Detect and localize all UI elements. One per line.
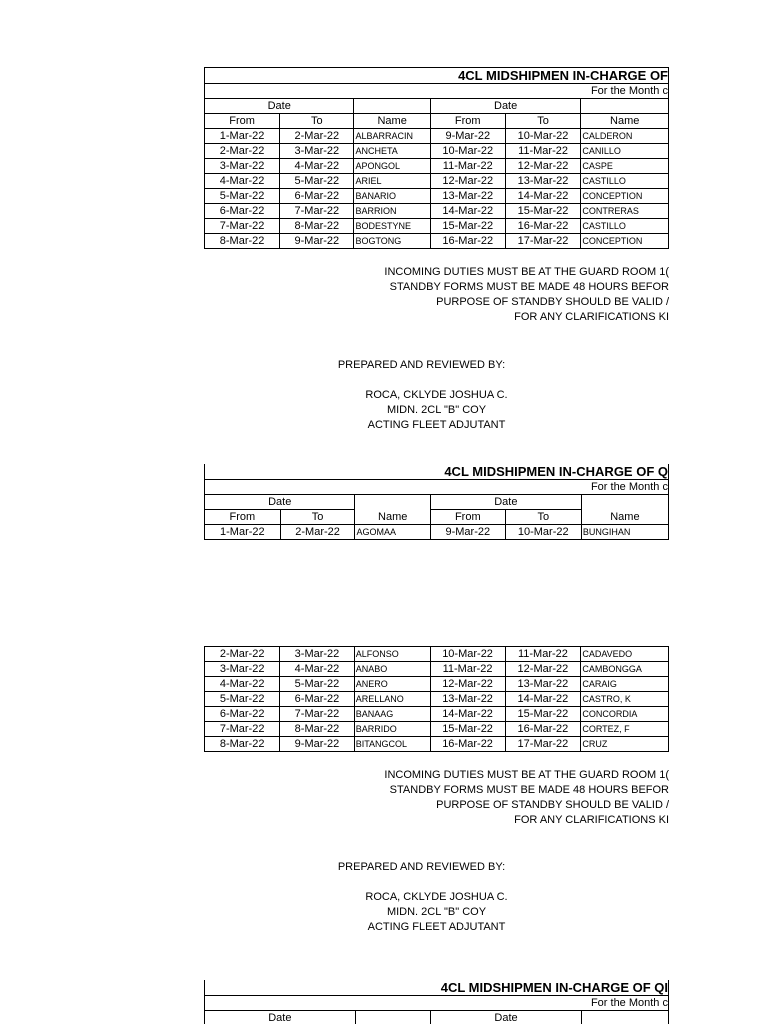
table-body [205, 647, 669, 752]
midshipman-name-cell: BITANGCOL [354, 737, 430, 752]
to-date-cell: 7-Mar-22 [280, 707, 354, 722]
table-row [205, 707, 669, 722]
midshipman-name-cell: CONCEPTION [581, 234, 669, 249]
to-date-cell: 15-Mar-22 [505, 707, 581, 722]
from-date-cell: 7-Mar-22 [205, 722, 280, 737]
to-date-cell: 5-Mar-22 [280, 174, 354, 189]
note-standby-forms: STANDBY FORMS MUST BE MADE 48 HOURS BEFOR [389, 281, 669, 293]
to-header: To [280, 510, 355, 525]
to-date-cell: 14-Mar-22 [505, 189, 581, 204]
from-date-cell: 11-Mar-22 [430, 662, 505, 677]
midshipman-name-cell: CARAIG [581, 677, 669, 692]
table-row [205, 129, 669, 144]
midshipman-name-cell: BANARIO [354, 189, 430, 204]
note-standby-forms: STANDBY FORMS MUST BE MADE 48 HOURS BEFOR [389, 784, 669, 796]
table-row [205, 737, 669, 752]
from-date-cell: 5-Mar-22 [205, 692, 280, 707]
to-date-cell: 7-Mar-22 [280, 204, 354, 219]
date-header: Date [430, 99, 581, 114]
from-date-cell: 12-Mar-22 [430, 174, 505, 189]
midshipman-name-cell: CASPE [581, 159, 669, 174]
table-row [205, 234, 669, 249]
from-date-cell: 4-Mar-22 [205, 174, 280, 189]
duty-table-2 [204, 464, 669, 540]
from-date-cell: 7-Mar-22 [205, 219, 280, 234]
midshipman-name-cell: ANABO [354, 662, 430, 677]
to-date-cell: 2-Mar-22 [280, 525, 355, 540]
from-date-cell: 4-Mar-22 [205, 677, 280, 692]
date-header: Date [205, 99, 354, 114]
table-title: 4CL MIDSHIPMEN IN-CHARGE OF [205, 68, 669, 84]
note-standby-purpose: PURPOSE OF STANDBY SHOULD BE VALID / [436, 296, 669, 308]
table-body [205, 129, 669, 249]
from-date-cell: 16-Mar-22 [430, 737, 505, 752]
table-row [205, 189, 669, 204]
midshipman-name-cell: CORTEZ, F [581, 722, 669, 737]
prepared-by-label: PREPARED AND REVIEWED BY: [337, 359, 506, 371]
from-date-cell: 6-Mar-22 [205, 707, 280, 722]
note-clarifications: FOR ANY CLARIFICATIONS KI [514, 814, 669, 826]
from-date-cell: 8-Mar-22 [205, 737, 280, 752]
duty-table-2-continued [204, 646, 669, 752]
midshipman-name-cell: CASTILLO [581, 219, 669, 234]
to-date-cell: 6-Mar-22 [280, 189, 354, 204]
from-date-cell: 11-Mar-22 [430, 159, 505, 174]
table-row [205, 677, 669, 692]
to-date-cell: 16-Mar-22 [505, 219, 581, 234]
midshipman-name-cell: BODESTYNE [354, 219, 430, 234]
table-row [205, 692, 669, 707]
to-date-cell: 12-Mar-22 [505, 159, 581, 174]
to-date-cell: 5-Mar-22 [280, 677, 354, 692]
signatory-position: ACTING FLEET ADJUTANT [367, 921, 506, 933]
from-date-cell: 10-Mar-22 [430, 144, 505, 159]
month-label: For the Month c [205, 480, 669, 495]
to-date-cell: 6-Mar-22 [280, 692, 354, 707]
midshipman-name-cell: ANCHETA [354, 144, 430, 159]
blank-header [581, 1011, 668, 1024]
from-date-cell: 5-Mar-22 [205, 189, 280, 204]
midshipman-name-cell: ARELLANO [354, 692, 430, 707]
from-date-cell: 1-Mar-22 [205, 129, 280, 144]
from-date-cell: 3-Mar-22 [205, 662, 280, 677]
to-date-cell: 3-Mar-22 [280, 144, 354, 159]
duty-table-3 [204, 980, 669, 1024]
midshipman-name-cell: CONTRERAS [581, 204, 669, 219]
to-header: To [505, 114, 581, 129]
from-header: From [205, 510, 281, 525]
from-date-cell: 3-Mar-22 [205, 159, 280, 174]
table-row [205, 525, 669, 540]
midshipman-name-cell: BARRION [354, 204, 430, 219]
signatory-name: ROCA, CKLYDE JOSHUA C. [365, 891, 508, 903]
midshipman-name-cell: CALDERON [581, 129, 669, 144]
from-header: From [430, 510, 505, 525]
table-row [205, 144, 669, 159]
from-date-cell: 10-Mar-22 [430, 647, 505, 662]
midshipman-name-cell: AGOMAA [355, 525, 430, 540]
table-row [205, 219, 669, 234]
to-date-cell: 11-Mar-22 [505, 647, 581, 662]
to-date-cell: 4-Mar-22 [280, 159, 354, 174]
table-body [205, 525, 669, 540]
to-date-cell: 9-Mar-22 [280, 737, 354, 752]
from-date-cell: 2-Mar-22 [205, 144, 280, 159]
from-date-cell: 12-Mar-22 [430, 677, 505, 692]
from-date-cell: 15-Mar-22 [430, 722, 505, 737]
from-date-cell: 6-Mar-22 [205, 204, 280, 219]
from-header: From [205, 114, 280, 129]
to-header: To [505, 510, 581, 525]
date-header: Date [205, 1011, 356, 1024]
table-title: 4CL MIDSHIPMEN IN-CHARGE OF Q [205, 464, 669, 480]
from-date-cell: 1-Mar-22 [205, 525, 281, 540]
midshipman-name-cell: BANAAG [354, 707, 430, 722]
table-row [205, 159, 669, 174]
signatory-rank: MIDN. 2CL "B" COY [386, 906, 487, 918]
duty-table-1 [204, 67, 669, 249]
midshipman-name-cell: CADAVEDO [581, 647, 669, 662]
date-header: Date [205, 495, 355, 510]
month-label: For the Month c [205, 996, 669, 1011]
from-date-cell: 13-Mar-22 [430, 189, 505, 204]
midshipman-name-cell: CASTRO, K [581, 692, 669, 707]
to-date-cell: 10-Mar-22 [505, 129, 581, 144]
midshipman-name-cell: CAMBONGGA [581, 662, 669, 677]
to-date-cell: 8-Mar-22 [280, 219, 354, 234]
to-date-cell: 9-Mar-22 [280, 234, 354, 249]
name-header: Name [581, 114, 669, 129]
midshipman-name-cell: ALBARRACIN [354, 129, 430, 144]
prepared-by-label: PREPARED AND REVIEWED BY: [337, 861, 506, 873]
blank-header [354, 99, 430, 114]
name-header: Name [354, 114, 430, 129]
midshipman-name-cell: ANERO [354, 677, 430, 692]
midshipman-name-cell: BOGTONG [354, 234, 430, 249]
midshipman-name-cell: ARIEL [354, 174, 430, 189]
note-standby-purpose: PURPOSE OF STANDBY SHOULD BE VALID / [436, 799, 669, 811]
midshipman-name-cell: CANILLO [581, 144, 669, 159]
midshipman-name-cell: CASTILLO [581, 174, 669, 189]
date-header: Date [430, 495, 581, 510]
to-date-cell: 15-Mar-22 [505, 204, 581, 219]
from-date-cell: 15-Mar-22 [430, 219, 505, 234]
signatory-rank: MIDN. 2CL "B" COY [386, 404, 487, 416]
table-row [205, 647, 669, 662]
blank-header [355, 1011, 430, 1024]
to-date-cell: 13-Mar-22 [505, 174, 581, 189]
to-date-cell: 11-Mar-22 [505, 144, 581, 159]
from-date-cell: 9-Mar-22 [430, 129, 505, 144]
to-header: To [280, 114, 354, 129]
table-title: 4CL MIDSHIPMEN IN-CHARGE OF QI [205, 980, 669, 996]
to-date-cell: 3-Mar-22 [280, 647, 354, 662]
from-date-cell: 13-Mar-22 [430, 692, 505, 707]
to-date-cell: 14-Mar-22 [505, 692, 581, 707]
to-date-cell: 10-Mar-22 [505, 525, 581, 540]
signatory-position: ACTING FLEET ADJUTANT [367, 419, 506, 431]
table-row [205, 662, 669, 677]
from-date-cell: 14-Mar-22 [430, 204, 505, 219]
from-date-cell: 9-Mar-22 [430, 525, 505, 540]
table-row [205, 204, 669, 219]
from-date-cell: 2-Mar-22 [205, 647, 280, 662]
midshipman-name-cell: APONGOL [354, 159, 430, 174]
month-label: For the Month c [205, 84, 669, 99]
note-guard-room: INCOMING DUTIES MUST BE AT THE GUARD ROOM 1( [384, 266, 669, 278]
midshipman-name-cell: CONCORDIA [581, 707, 669, 722]
from-date-cell: 14-Mar-22 [430, 707, 505, 722]
name-header: Name [581, 495, 668, 525]
from-date-cell: 8-Mar-22 [205, 234, 280, 249]
date-header: Date [431, 1011, 582, 1024]
to-date-cell: 12-Mar-22 [505, 662, 581, 677]
name-header: Name [355, 495, 430, 525]
from-date-cell: 16-Mar-22 [430, 234, 505, 249]
midshipman-name-cell: BUNGIHAN [581, 525, 668, 540]
midshipman-name-cell: CRUZ [581, 737, 669, 752]
midshipman-name-cell: CONCEPTION [581, 189, 669, 204]
to-date-cell: 2-Mar-22 [280, 129, 354, 144]
midshipman-name-cell: ALFONSO [354, 647, 430, 662]
from-header: From [430, 114, 505, 129]
note-guard-room: INCOMING DUTIES MUST BE AT THE GUARD ROOM 1( [384, 769, 669, 781]
table-row [205, 174, 669, 189]
to-date-cell: 17-Mar-22 [505, 737, 581, 752]
to-date-cell: 4-Mar-22 [280, 662, 354, 677]
to-date-cell: 17-Mar-22 [505, 234, 581, 249]
blank-header [581, 99, 669, 114]
table-row [205, 722, 669, 737]
to-date-cell: 8-Mar-22 [280, 722, 354, 737]
note-clarifications: FOR ANY CLARIFICATIONS KI [514, 311, 669, 323]
to-date-cell: 16-Mar-22 [505, 722, 581, 737]
midshipman-name-cell: BARRIDO [354, 722, 430, 737]
to-date-cell: 13-Mar-22 [505, 677, 581, 692]
signatory-name: ROCA, CKLYDE JOSHUA C. [365, 389, 508, 401]
